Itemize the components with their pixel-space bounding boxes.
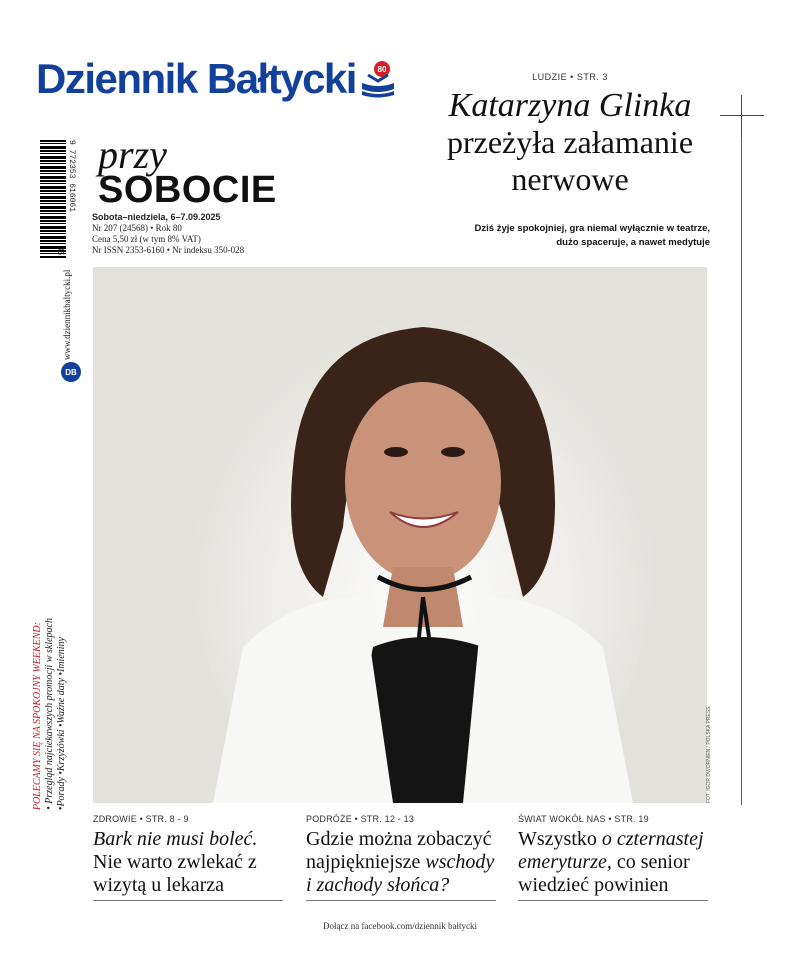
issue-issn: Nr ISSN 2353-6160 • Nr indeksu 350-028 [92,245,245,255]
teaser-health[interactable] [93,814,283,897]
teaser-divider [93,900,283,901]
side-promo-heading: POLECAMY SIĘ NA SPOKOJNY WEEKEND: [32,621,43,810]
teaser-title [306,828,496,897]
teaser-title-italic: o czternastej emeryturze, [518,828,704,873]
teaser-title-italic: Bark nie musi boleć. [93,828,258,850]
photo-credit: FOT. IGOR DWORNIEN / POLSKA PRESS [706,706,712,803]
side-promo [32,618,82,810]
teaser-title [93,828,283,897]
masthead-title: Dziennik Bałtycki [36,55,356,102]
barcode-digits: 9 772353 616061 [67,140,76,213]
issue-number: Nr 207 (24568) • Rok 80 [92,223,182,233]
lead-subtitle-line2: dużo spaceruje, a nawet medytuje [556,237,710,248]
side-promo-line2: •Porady •Krzyżówki •Ważne daty •Imieniny [56,636,67,810]
barcode-bars [40,140,66,258]
barcode-extra: 36 [56,246,65,255]
crosshair-horizontal [720,115,764,116]
teaser-title-rest: Nie warto zwlekać z wizytą u lekarza [93,851,257,896]
teaser-kicker: PODRÓŻE • STR. 12 - 13 [306,814,415,824]
cover-photo-portrait [93,267,707,803]
teaser-travel[interactable] [306,814,496,897]
lead-headline-1: przeżyła załamanie [446,124,694,160]
side-promo-line1: • Przegląd najciekawszych promocji w sklepach [44,618,55,810]
anchor-80-logo-icon [360,59,396,99]
section-title-sobocie: SOBOCIE [98,169,277,211]
svg-text:80: 80 [377,65,387,74]
barcode [40,140,76,258]
teaser-kicker: ŚWIAT WOKÓŁ NAS • STR. 19 [518,814,649,824]
db-badge: DB [61,362,81,382]
lead-subtitle-line1: Dziś żyje spokojniej, gra niemal wyłącznie w teatrze, [474,223,710,234]
teaser-divider [518,900,708,901]
teaser-title-italic: wschody i zachody słońca? [306,851,495,896]
cover-photo [93,267,707,803]
website-link[interactable]: www.dziennikbaltycki.pl [62,269,72,360]
lead-kicker: LUDZIE • STR. 3 [532,72,608,82]
footer-facebook[interactable]: Dołącz na facebook.com/dziennik bałtycki [323,921,477,931]
masthead [36,55,396,102]
teaser-divider [306,900,496,901]
vertical-rule [741,137,742,805]
crosshair-vertical [741,95,742,137]
teaser-title [518,828,708,897]
issue-info [92,212,244,256]
teaser-title-rest: co senior wiedzieć powinien [518,851,690,896]
teaser-world[interactable] [518,814,708,897]
teaser-kicker: ZDROWIE • STR. 8 - 9 [93,814,189,824]
teaser-title-pre: Gdzie można zobaczyć najpiękniejsze [306,828,492,873]
section-title [98,132,277,211]
teaser-title-pre: Wszystko [518,828,602,850]
lead-subtitle [438,222,710,250]
issue-date: Sobota–niedziela, 6–7.09.2025 [92,212,221,222]
issue-price: Cena 5,50 zł (w tym 8% VAT) [92,234,201,244]
lead-name: Katarzyna Glinka [448,87,692,124]
lead-story [440,72,700,198]
lead-headline-2: nerwowe [511,161,629,197]
section-title-przy: przy [98,132,167,177]
